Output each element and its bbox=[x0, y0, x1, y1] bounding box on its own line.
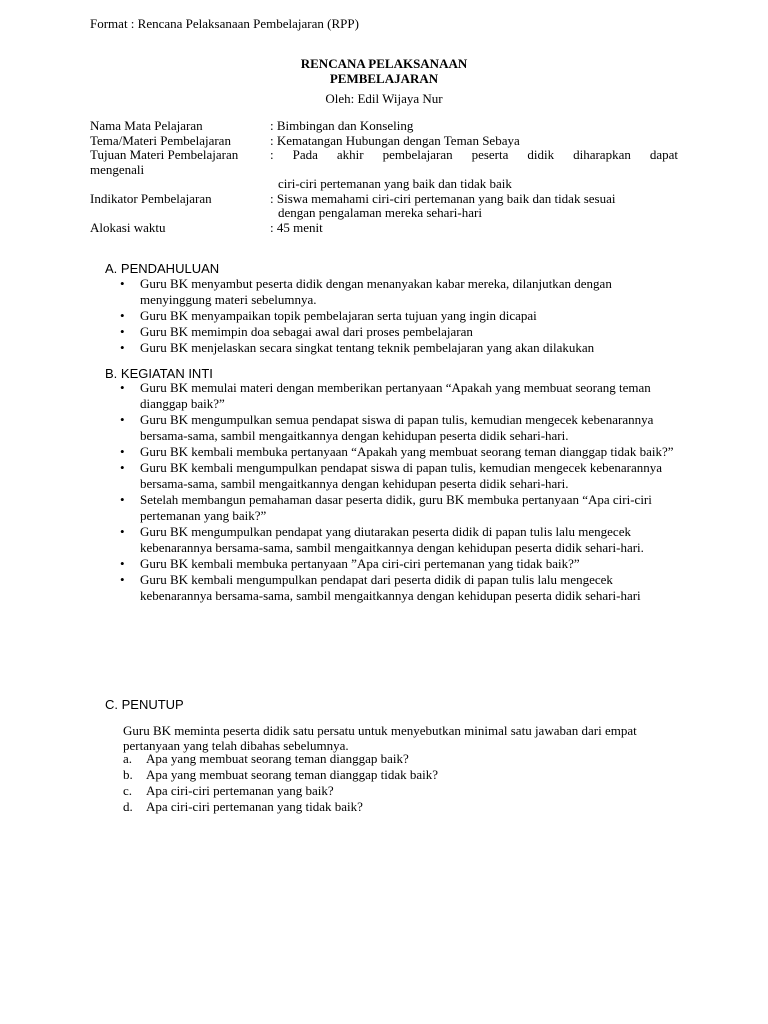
meta-label-indicator: Indikator Pembelajaran bbox=[90, 190, 212, 206]
question-text: Apa ciri-ciri pertemanan yang tidak baik? bbox=[146, 799, 363, 814]
meta-value-indicator-line2: dengan pengalaman mereka sehari-hari bbox=[278, 205, 482, 220]
lesson-metadata bbox=[90, 119, 678, 235]
question-marker: c. bbox=[123, 783, 133, 798]
list-item: • Guru BK menyambut peserta didik dengan menanyakan kabar mereka, dilanjutkan dengan menyinggung materi sebelumnya. bbox=[119, 276, 679, 308]
meta-value-indicator-line1: : Siswa memahami ciri-ciri pertemanan yang baik dan tidak sesuai bbox=[270, 190, 616, 206]
meta-value-goal-line2: mengenali bbox=[90, 161, 145, 177]
list-item: • Guru BK kembali mengumpulkan pendapat siswa di papan tulis, kemudian mengecek kebenarannya bersama-sama, sambil mengaitkannya dengan kehidupan peserta didik sehari-hari. bbox=[119, 460, 679, 492]
question-marker: a. bbox=[123, 751, 133, 766]
question-text: Apa yang membuat seorang teman dianggap baik? bbox=[146, 751, 409, 766]
author-line: Oleh: Edil Wijaya Nur bbox=[325, 91, 443, 106]
question-text: Apa ciri-ciri pertemanan yang baik? bbox=[146, 783, 334, 798]
closing-questions bbox=[123, 751, 681, 815]
meta-value-goal-line3: ciri-ciri pertemanan yang baik dan tidak baik bbox=[278, 176, 512, 191]
meta-label-subject: Nama Mata Pelajaran bbox=[90, 118, 203, 133]
question-item bbox=[123, 767, 681, 783]
meta-label-time: Alokasi waktu bbox=[90, 219, 166, 235]
meta-value-subject: : Bimbingan dan Konseling bbox=[270, 118, 414, 133]
question-marker: d. bbox=[123, 799, 133, 814]
list-item: • Guru BK kembali membuka pertanyaan ”Apa ciri-ciri pertemanan yang tidak baik?” bbox=[119, 556, 679, 572]
format-line: Format : Rencana Pelaksanaan Pembelajaran (RPP) bbox=[90, 16, 359, 31]
document-title-line2: PEMBELAJARAN bbox=[329, 71, 439, 86]
meta-label-topic: Tema/Materi Pembelajaran bbox=[90, 132, 231, 148]
question-item bbox=[123, 751, 681, 767]
meta-value-time: : 45 menit bbox=[270, 219, 323, 235]
section-a-heading: A. PENDAHULUAN bbox=[105, 261, 220, 276]
question-item bbox=[123, 783, 681, 799]
list-item: • Guru BK mengumpulkan semua pendapat siswa di papan tulis, kemudian mengecek kebenarannya bersama-sama, sambil mengaitkannya dengan kehidupan peserta didik sehari-hari. bbox=[119, 412, 679, 444]
list-item: • Guru BK kembali mengumpulkan pendapat dari peserta didik di papan tulis lalu mengecek kebenarannya bersama-sama, sambil mengaitkannya dengan kehidupan peserta didik sehari-hari bbox=[119, 572, 679, 604]
question-text: Apa yang membuat seorang teman dianggap tidak baik? bbox=[146, 767, 439, 782]
meta-row-indicator bbox=[90, 192, 678, 207]
list-item: • Guru BK memulai materi dengan memberikan pertanyaan “Apakah yang membuat seorang teman dianggap baik?” bbox=[119, 380, 679, 412]
list-item: • Guru BK mengumpulkan pendapat yang diutarakan peserta didik di papan tulis lalu mengecek kebenarannya bersama-sama, sambil mengaitkannya dengan kehidupan peserta didik sehari-hari. bbox=[119, 524, 679, 556]
section-b-heading: B. KEGIATAN INTI bbox=[105, 366, 213, 381]
meta-value-goal-line1: : Pada akhir pembelajaran peserta didik diharapkan dapat bbox=[270, 147, 678, 162]
list-item: • Guru BK kembali membuka pertanyaan “Apakah yang membuat seorang teman dianggap tidak baik?” bbox=[119, 444, 679, 460]
meta-value-topic: : Kematangan Hubungan dengan Teman Sebaya bbox=[270, 132, 520, 148]
section-c-heading: C. PENUTUP bbox=[105, 697, 184, 712]
meta-row-topic bbox=[90, 134, 678, 149]
section-a-list bbox=[119, 276, 679, 356]
closing-paragraph: Guru BK meminta peserta didik satu persatu untuk menyebutkan minimal satu jawaban dari empat pertanyaan yang telah dibahas sebelumnya. bbox=[123, 723, 637, 753]
list-item: • Guru BK memimpin doa sebagai awal dari proses pembelajaran bbox=[119, 324, 679, 340]
meta-row-goal-cont2 bbox=[90, 177, 678, 192]
section-b-list bbox=[119, 380, 679, 604]
meta-row-time bbox=[90, 221, 678, 236]
meta-row-goal bbox=[90, 148, 678, 163]
question-marker: b. bbox=[123, 767, 133, 782]
question-item bbox=[123, 799, 681, 815]
meta-row-subject bbox=[90, 119, 678, 134]
list-item: • Guru BK menjelaskan secara singkat tentang teknik pembelajaran yang akan dilakukan bbox=[119, 340, 679, 356]
list-item: • Guru BK menyampaikan topik pembelajaran serta tujuan yang ingin dicapai bbox=[119, 308, 679, 324]
meta-row-goal-cont bbox=[90, 163, 678, 178]
meta-label-goal: Tujuan Materi Pembelajaran bbox=[90, 147, 239, 162]
document-title-line1: RENCANA PELAKSANAAN bbox=[300, 56, 468, 71]
meta-row-indicator-cont bbox=[90, 206, 678, 221]
list-item: • Setelah membangun pemahaman dasar peserta didik, guru BK membuka pertanyaan “Apa ciri-ciri pertemanan yang baik?” bbox=[119, 492, 679, 524]
